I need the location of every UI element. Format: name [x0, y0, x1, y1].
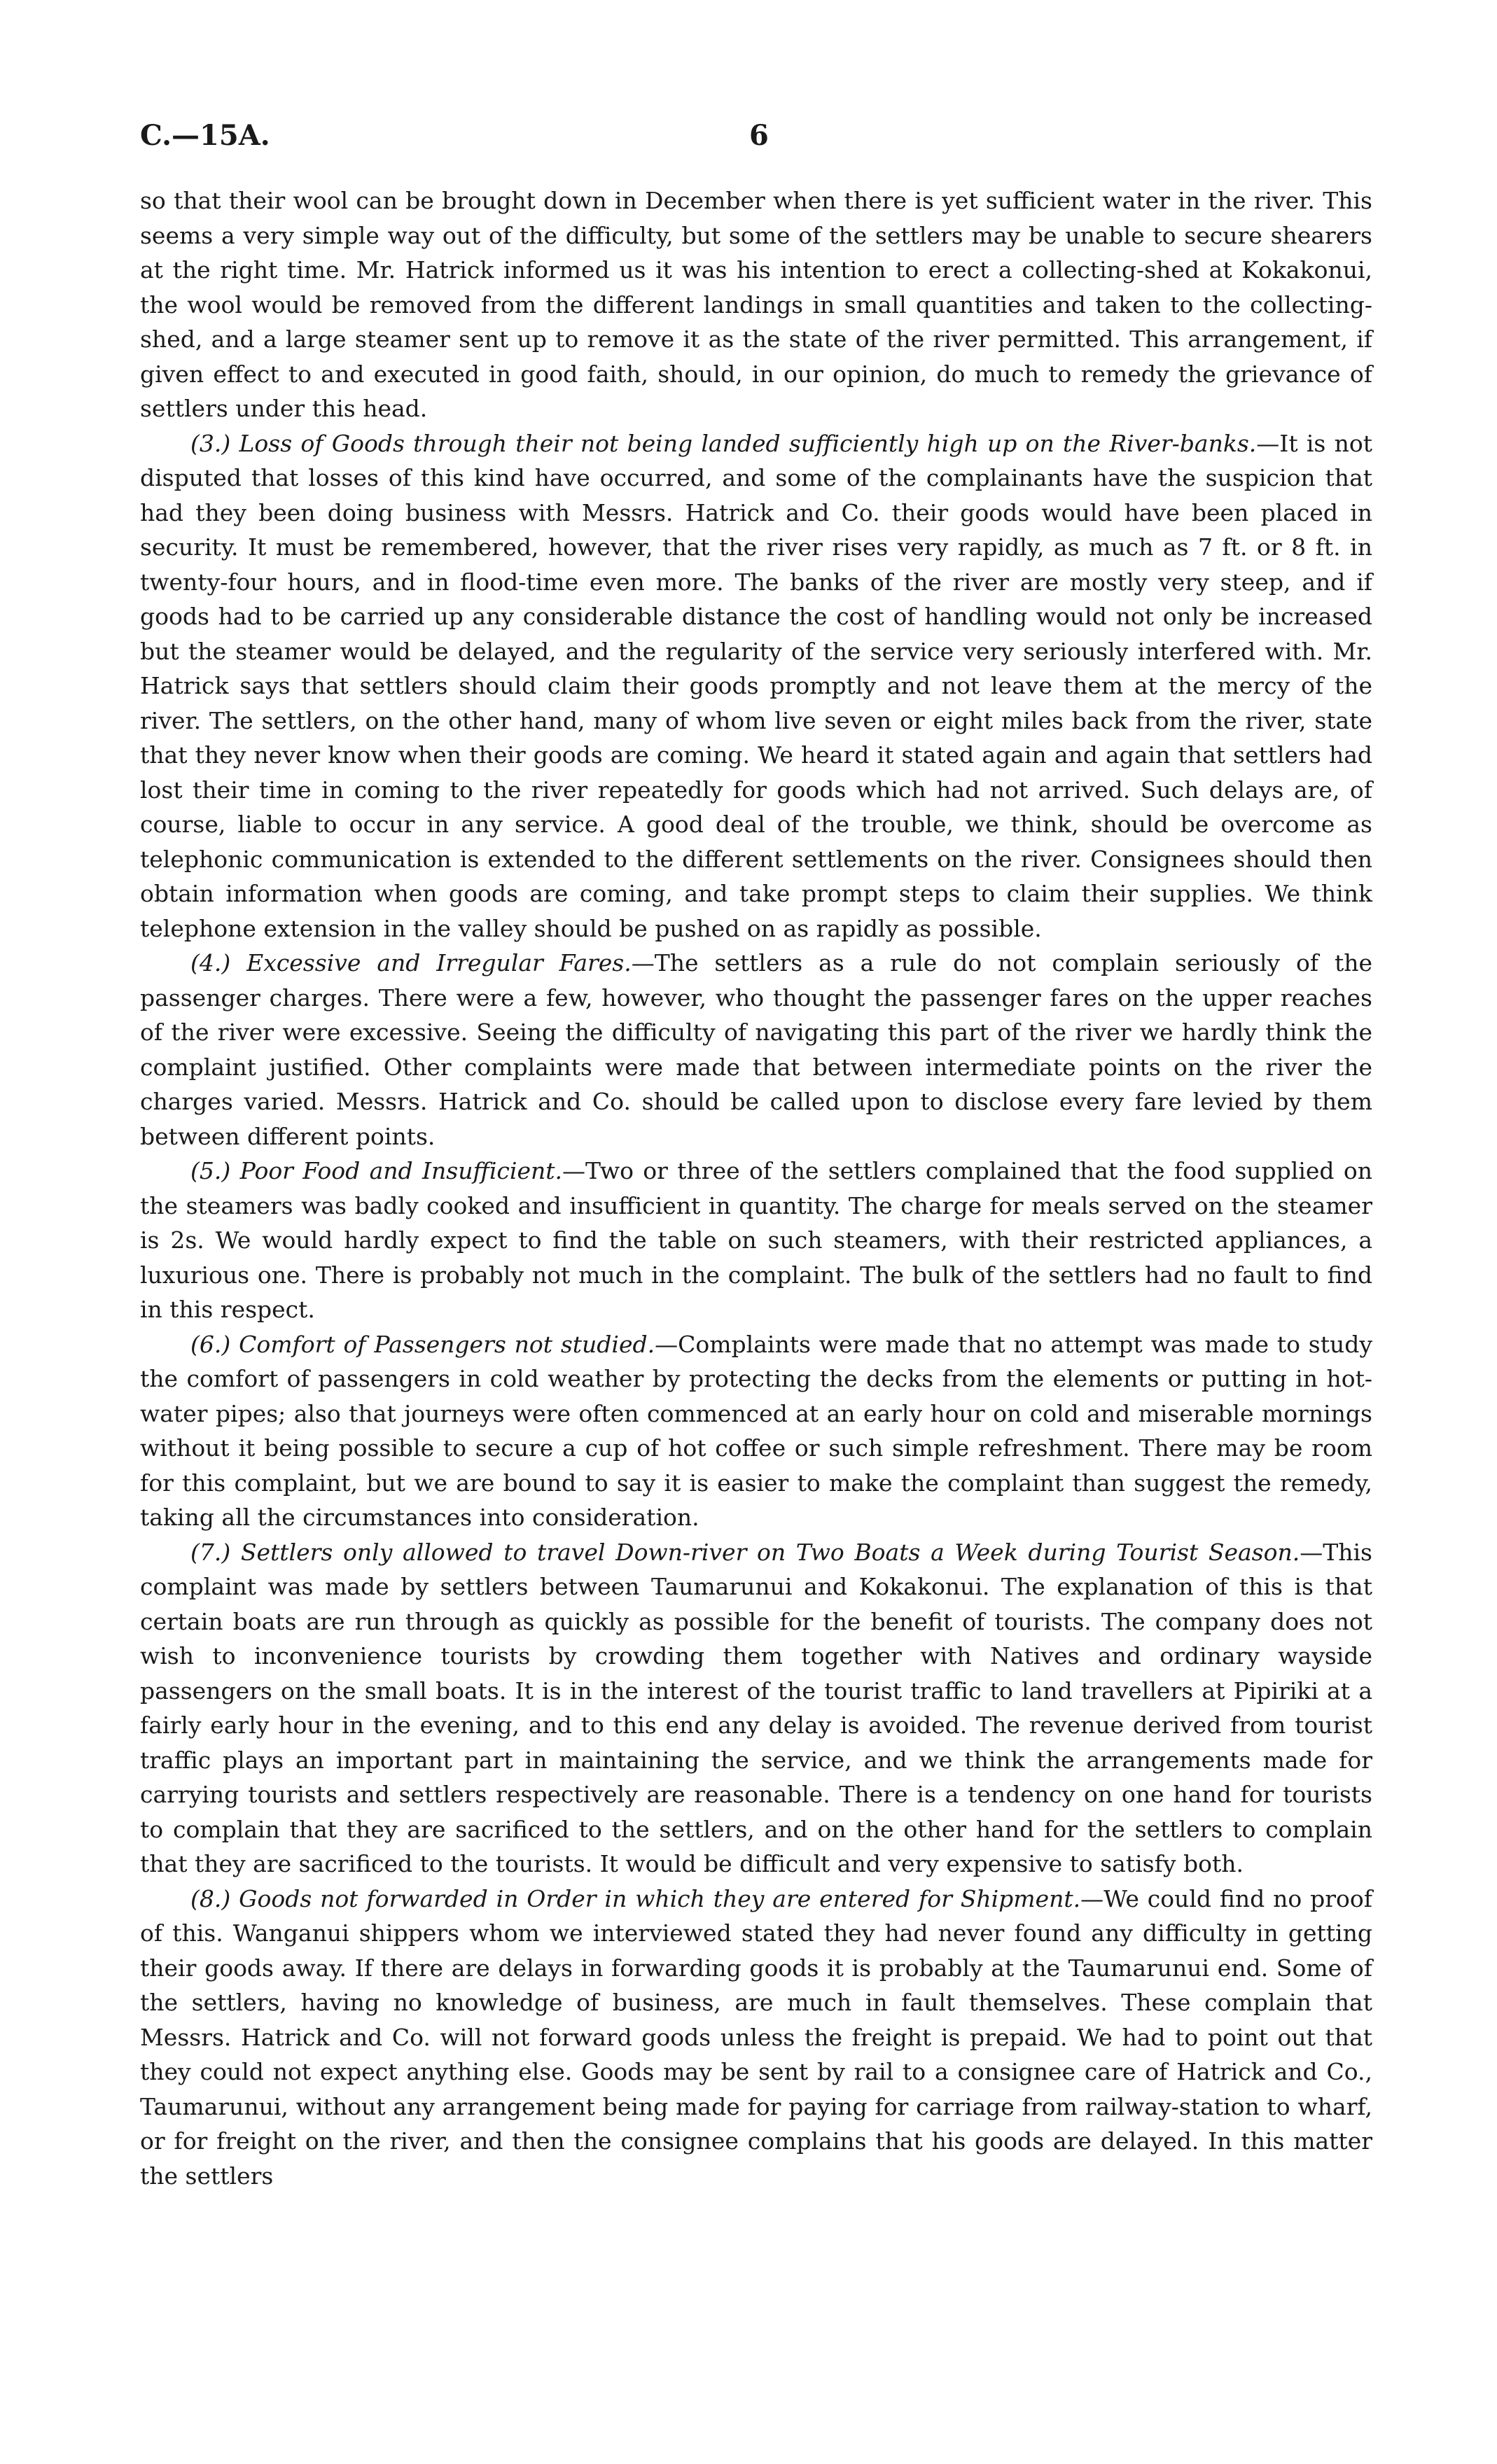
- section-heading: (3.) Loss of Goods through their not being landed sufficiently high up on the River-banks.: [190, 429, 1257, 457]
- paragraph-5-food: [140, 1154, 1372, 1327]
- page-number: 6: [749, 119, 769, 152]
- paragraph-text: —Complaints were made that no attempt was made to study the comfort of passengers in cold weather by protecting the decks from the elements or putting in hot-water pipes; also that journeys were often commenced at an early hour on cold and miserable mornings without it being possible to secure a cup of hot coffee or such simple refreshment. There may be room for this complaint, but we are bound to say it is easier to make the complaint than suggest the remedy, taking all the circumstances into consideration.: [140, 1330, 1373, 1531]
- paragraph-8-goods-order: [140, 1882, 1372, 2194]
- paragraph-text: —It is not disputed that losses of this kind have occurred, and some of the complainants have the suspicion that had they been doing business with Messrs. Hatrick and Co. their goods would have been placed in security. It must be remembered, however, that the river rises very rapidly, as much as 7 ft. or 8 ft. in twenty-four hours, and in flood-time even more. The banks of the river are mostly very steep, and if goods had to be carried up any considerable distance the cost of handling would not only be increased but the steamer would be delayed, and the regularity of the service very seriously interfered with. Mr. Hatrick says that settlers should claim their goods promptly and not leave them at the mercy of the river. The settlers, on the other hand, many of whom live seven or eight miles back from the river, state that they never know when their goods are coming. We heard it stated again and again that settlers had lost their time in coming to the river repeatedly for goods which had not arrived. Such delays are, of course, liable to occur in any service. A good deal of the trouble, we think, should be overcome as telephonic communication is extended to the different settlements on the river. Consignees should then obtain information when goods are coming, and take prompt steps to claim their supplies. We think telephone extension in the valley should be pushed on as rapidly as possible.: [140, 429, 1372, 942]
- section-heading: (7.) Settlers only allowed to travel Down-river on Two Boats a Week during Tourist Season.: [190, 1538, 1300, 1566]
- document-reference: C.—15A.: [140, 119, 270, 152]
- paragraph-text: so that their wool can be brought down in December when there is yet sufficient water in the river. This seems a very simple way out of the difficulty, but some of the settlers may be unable to secure shearers at the right time. Mr. Hatrick informed us it was his intention to erect a collecting-shed at Kokakonui, the wool would be removed from the different landings in small quantities and taken to the collecting-shed, and a large steamer sent up to remove it as the state of the river permitted. This arrangement, if given effect to and executed in good faith, should, in our opinion, do much to remedy the grievance of settlers under this head.: [140, 187, 1372, 422]
- section-heading: (4.) Excessive and Irregular Fares.: [190, 949, 632, 976]
- paragraph-3-loss-of-goods: [140, 426, 1372, 946]
- paragraph-4-fares: [140, 946, 1372, 1154]
- paragraph-text: —This complaint was made by settlers between Taumarunui and Kokakonui. The explanation of this is that certain boats are run through as quickly as possible for the benefit of tourists. The company does not wish to inconvenience tourists by crowding them together with Natives and ordinary wayside passengers on the small boats. It is in the interest of the tourist traffic to land travellers at Pipiriki at a fairly early hour in the evening, and to this end any delay is avoided. The revenue derived from tourist traffic plays an important part in maintaining the service, and we think the arrangements made for carrying tourists and settlers respectively are reasonable. There is a tendency on one hand for tourists to complain that they are sacrificed to the settlers, and on the other hand for the settlers to complain that they are sacrificed to the tourists. It would be difficult and very expensive to satisfy both.: [140, 1538, 1372, 1877]
- paragraph-text: —We could find no proof of this. Wanganui shippers whom we interviewed stated they had never found any difficulty in getting their goods away. If there are delays in forwarding goods it is probably at the Taumarunui end. Some of the settlers, having no knowledge of business, are much in fault themselves. These complain that Messrs. Hatrick and Co. will not forward goods unless the freight is prepaid. We had to point out that they could not expect anything else. Goods may be sent by rail to a consignee care of Hatrick and Co., Taumarunui, without any arrangement being made for paying for carriage from railway-station to wharf, or for freight on the river, and then the consignee complains that his goods are delayed. In this matter the settlers: [140, 1884, 1372, 2190]
- paragraph-text: —The settlers as a rule do not complain seriously of the passenger charges. There were a few, however, who thought the passenger fares on the upper reaches of the river were excessive. Seeing the difficulty of navigating this part of the river we hardly think the complaint justified. Other complaints were made that between intermediate points on the river the charges varied. Messrs. Hatrick and Co. should be called upon to disclose every fare levied by them between different points.: [140, 949, 1372, 1150]
- body-text: [140, 183, 1372, 2193]
- section-heading: (6.) Comfort of Passengers not studied.: [190, 1330, 655, 1358]
- paragraph-continuation: [140, 183, 1372, 426]
- section-heading: (8.) Goods not forwarded in Order in which they are entered for Shipment.: [190, 1884, 1081, 1912]
- paragraph-text: —Two or three of the settlers complained that the food supplied on the steamers was badly cooked and insufficient in quantity. The charge for meals served on the steamer is 2s. We would hardly expect to find the table on such steamers, with their restricted appliances, a luxurious one. There is probably not much in the complaint. The bulk of the settlers had no fault to find in this respect.: [140, 1157, 1373, 1323]
- page-header: [140, 119, 1372, 168]
- paragraph-7-tourist-season: [140, 1535, 1372, 1882]
- section-heading: (5.) Poor Food and Insufficient.: [190, 1157, 562, 1184]
- paragraph-6-comfort: [140, 1327, 1372, 1535]
